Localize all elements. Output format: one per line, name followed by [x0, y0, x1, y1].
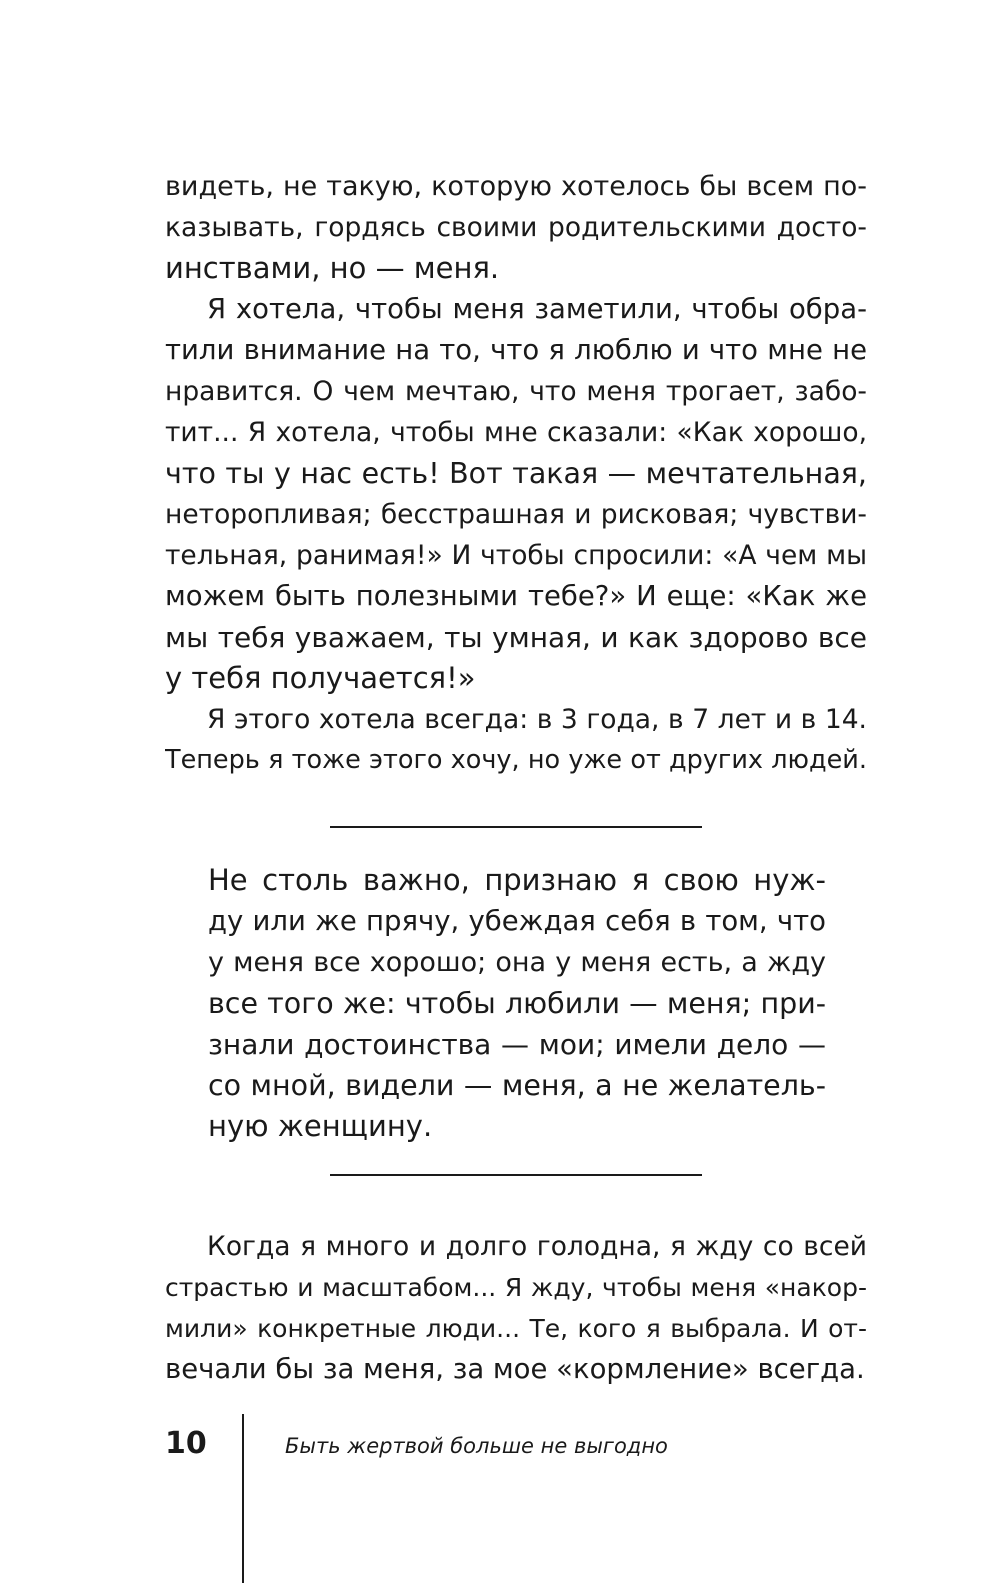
quote-line: у меня все хорошо; она у меня есть, а жду — [208, 947, 826, 978]
quote-line: все того же: чтобы любили — меня; при- — [208, 987, 826, 1020]
quote-line: со мной, видели — меня, а не желатель- — [208, 1069, 826, 1102]
text-line: нравится. О чем мечтаю, что меня трогает, забо- — [165, 376, 867, 407]
text-line: страстью и масштабом... Я жду, чтобы меня «накор- — [165, 1273, 867, 1302]
quote-line: ную женщину. — [208, 1109, 433, 1143]
text-line: тельная, ранимая!» И чтобы спросили: «А чем мы — [165, 540, 867, 571]
text-line: Теперь я тоже этого хочу, но уже от других людей. — [165, 745, 867, 775]
footer-divider — [242, 1414, 244, 1583]
quote-line: ду или же прячу, убеждая себя в том, что — [208, 905, 826, 937]
page-number: 10 — [165, 1426, 207, 1461]
text-line: вечали бы за меня, за мое «кормление» всегда. — [165, 1353, 865, 1385]
text-line: видеть, не такую, которую хотелось бы всем по- — [165, 171, 867, 202]
text-line: Я хотела, чтобы меня заметили, чтобы обра- — [207, 293, 867, 325]
text-line: тили внимание на то, что я люблю и что мне не — [165, 334, 867, 366]
running-title: Быть жертвой больше не выгодно — [285, 1434, 668, 1458]
quote-line: Не столь важно, признаю я свою нуж- — [208, 863, 826, 897]
text-line: мы тебя уважаем, ты умная, и как здорово все — [165, 621, 867, 654]
separator-rule — [330, 826, 702, 828]
text-line: тит... Я хотела, чтобы мне сказали: «Как хорошо, — [165, 417, 867, 448]
text-line: Я этого хотела всегда: в 3 года, в 7 лет и в 14. — [207, 704, 867, 735]
text-line: инствами, но — меня. — [165, 251, 500, 285]
text-line: мили» конкретные люди... Те, кого я выбрала. И от- — [165, 1314, 867, 1343]
text-line: у тебя получается!» — [165, 661, 476, 695]
text-line: неторопливая; бесстрашная и рисковая; чувстви- — [165, 499, 867, 530]
text-line: что ты у нас есть! Вот такая — мечтательная, — [165, 457, 867, 490]
separator-rule — [330, 1174, 702, 1176]
text-line: можем быть полезными тебе?» И еще: «Как же — [165, 580, 867, 612]
quote-line: знали достоинства — мои; имели дело — — [208, 1028, 826, 1061]
text-line: Когда я много и долго голодна, я жду со всей — [207, 1231, 867, 1262]
text-line: казывать, гордясь своими родительскими досто- — [165, 212, 867, 243]
